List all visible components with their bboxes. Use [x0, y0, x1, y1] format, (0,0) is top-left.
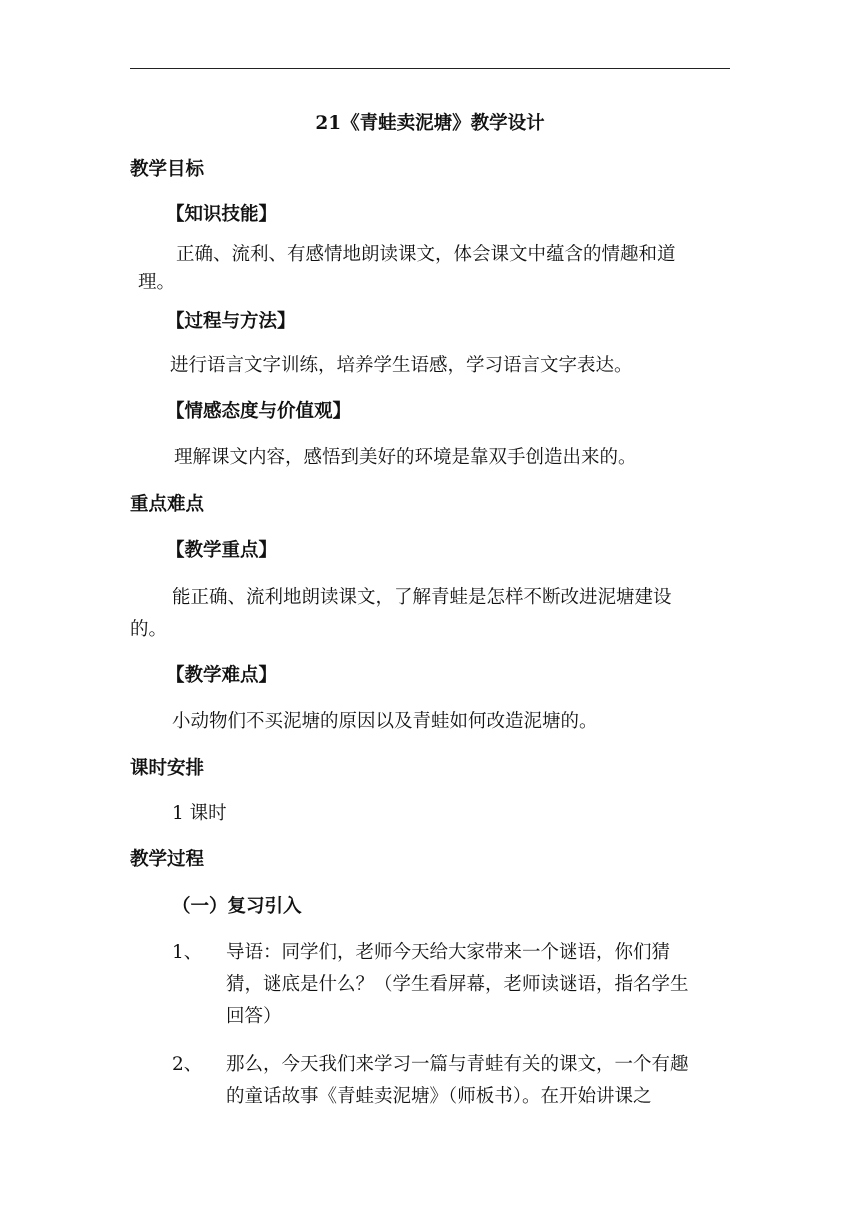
- label-teaching-focus: 【教学重点】: [166, 540, 278, 561]
- label-knowledge-skills: 【知识技能】: [166, 204, 278, 225]
- knowledge-text-line1: 正确、流利、有感情地朗读课文，体会课文中蕴含的情趣和道: [176, 244, 676, 265]
- knowledge-text-line2: 理。: [138, 272, 176, 293]
- list-item-1-line2: 猜，谜底是什么？（学生看屏幕，老师读谜语，指名学生: [226, 974, 689, 995]
- list-item-1-line3: 回答）: [226, 1006, 282, 1027]
- heading-class-schedule: 课时安排: [130, 758, 205, 779]
- difficulty-text: 小动物们不买泥塘的原因以及青蛙如何改造泥塘的。: [172, 711, 598, 732]
- heading-teaching-process: 教学过程: [130, 849, 205, 870]
- document-title: 21《青蛙卖泥塘》教学设计: [315, 113, 545, 134]
- list-item-1-line1: 导语：同学们，老师今天给大家带来一个谜语，你们猜: [226, 942, 671, 963]
- list-item-number-1: 1、: [172, 942, 203, 963]
- focus-text-line2: 的。: [130, 619, 168, 640]
- header-rule: [130, 68, 730, 69]
- focus-text-line1: 能正确、流利地朗读课文，了解青蛙是怎样不断改进泥塘建设: [172, 587, 672, 608]
- list-item-2-line2: 的童话故事《青蛙卖泥塘》（师板书）。在开始讲课之: [226, 1086, 652, 1107]
- heading-key-points: 重点难点: [130, 494, 205, 515]
- step-review-intro-label: （一）复习引入: [172, 896, 302, 917]
- list-item-2-line1: 那么，今天我们来学习一篇与青蛙有关的课文，一个有趣: [226, 1054, 689, 1075]
- label-emotion-values: 【情感态度与价值观】: [166, 401, 352, 422]
- class-schedule-text: 1 课时: [172, 803, 227, 824]
- label-process-method: 【过程与方法】: [166, 311, 296, 332]
- heading-teaching-goals: 教学目标: [130, 159, 205, 180]
- list-item-number-2: 2、: [172, 1054, 203, 1075]
- label-teaching-difficulty: 【教学难点】: [166, 665, 278, 686]
- process-method-text: 进行语言文字训练，培养学生语感，学习语言文字表达。: [170, 355, 633, 376]
- emotion-values-text: 理解课文内容，感悟到美好的环境是靠双手创造出来的。: [174, 447, 637, 468]
